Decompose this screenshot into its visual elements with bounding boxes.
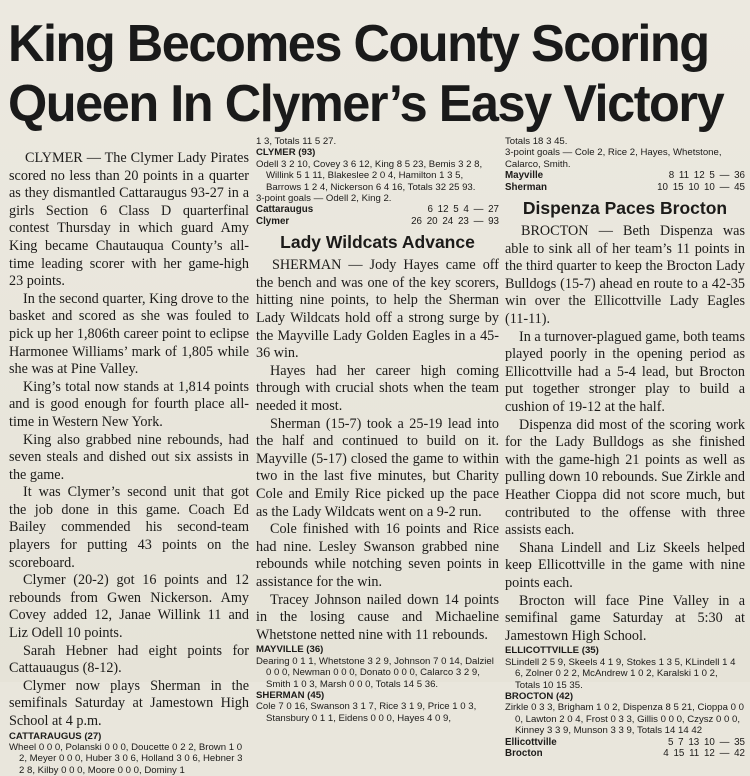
story1-paragraph-4: King also grabbed nine rebounds, had seven steals and dished out six assists in the game. [9,431,249,483]
boxscore-brocton-heading: BROCTON (42) [505,690,574,702]
boxscore-ellicottville-heading: ELLICOTTVILLE (35) [505,645,599,657]
story3-paragraph-1: BROCTON — Beth Dispenza was able to sink all of her team’s 11 points in the third quarter to keep the Brocton Lady Bulldogs (15-7) ahead en route to a 42-35 win over the Ellicottville Lady Eagles (11-11). [505,223,745,327]
story1-paragraph-7: Sarah Hebner had eight points for Cattauaugus (8-12). [9,642,249,677]
story2-paragraph-5: Tracey Johnson nailed down 14 points in the losing cause and Michaeline Whetstone netted nine with 11 rebounds. [256,591,499,643]
linescore-team: Cattaraugus [256,204,314,216]
boxscore-cattaraugus: Wheel 0 0 0, Polanski 0 0 0, Doucette 0 2 2, Brown 1 0 2, Meyer 0 0 0, Huber 3 0 6, Holland 3 0 6, Hebner 3 2 8, Kilby 0 0 0, Moore 0 0 0, Dominy 1 [9,742,243,776]
story1-paragraph-8: Clymer now plays Sherman in the semifinals Saturday at Jamestown High School at 4 p.m. [9,677,249,729]
boxscore-cattaraugus-heading: CATTARAUGUS (27) [9,730,102,742]
linescore-clymer [256,216,499,227]
headline-line-1: King Becomes County Scoring [8,15,709,73]
linescore-team: Ellicottville [505,736,557,748]
boxscore-clymer-heading: CLYMER (93) [256,147,316,159]
linescore-cattaraugus [256,204,499,215]
boxscore-mayville-heading: MAYVILLE (36) [256,644,324,656]
boxscore-sherman-cont: Totals 18 3 45. [505,136,568,147]
story3-paragraph-3: Dispenza did most of the scoring work for the Lady Bulldogs as she finished with the game-high 21 points as well as pulling down 10 rebounds. Sue Zirkle and Heather Cioppa did not score much, but contributed to the offense with three assists each. [505,416,745,539]
linescore-quarters: 10 15 10 10 — 45 [657,181,745,193]
linescore-quarters: 26 20 24 23 — 93 [411,215,499,227]
boxscore-cattaraugus-cont: 1 3, Totals 11 5 27. [256,136,337,147]
column-3 [505,136,745,759]
linescore-mayville [505,170,745,181]
story1-paragraph-6: Clymer (20-2) got 16 points and 12 rebounds from Gwen Nickerson. Amy Covey added 12, Janae Willink 11 and Liz Odell 10 points. [9,572,249,642]
story2-paragraph-4: Cole finished with 16 points and Rice had nine. Lesley Swanson grabbed nine rebounds while notching seven points in assistance for the win. [256,521,499,590]
linescore-team: Brocton [505,747,543,759]
story1-paragraph-3: King’s total now stands at 1,814 points and is good enough for fourth place all-time in Western New York. [9,378,249,430]
story3-paragraph-2: In a turnover-plagued game, both teams played poorly in the opening period as Ellicottville had a 5-4 lead, but Brocton put together stronger play to build a cushion of 19-12 at the half. [505,328,745,415]
boxscore-clymer: Odell 3 2 10, Covey 3 6 12, King 8 5 23, Bemis 3 2 8, Willink 5 1 11, Blakeslee 2 0 4, Hamilton 1 3 5, Barrows 1 2 4, Nickerson 6 4 16, Totals 32 25 93. [256,158,483,193]
linescore-team: Clymer [256,215,290,227]
linescore-quarters: 4 15 11 12 — 42 [663,747,745,759]
column-1 [9,150,249,776]
linescore-sherman [505,182,745,193]
three-point-goals-sherman: 3-point goals — Cole 2, Rice 2, Hayes, Whetstone, Calarco, Smith. [505,147,722,170]
linescore-team: Sherman [505,181,547,193]
story2-paragraph-3: Sherman (15-7) took a 25-19 lead into the half and continued to build on it. Mayville (5-17) closed the game to within two in the last five minutes, but Charity Cole and Emily Rice picked up the pace as the Lady Wildcats went on a 9-2 run. [256,415,499,520]
story1-paragraph-2: In the second quarter, King drove to the basket and scored as she was fouled to pick up her 1,806th career point to eclipse Harmonee Williams’ mark of 1,805 while she was at Pine Valley. [9,290,249,378]
boxscore-brocton: Zirkle 0 3 3, Brigham 1 0 2, Dispenza 8 5 21, Cioppa 0 0 0, Lawton 2 0 4, Frost 0 3 3, Gillis 0 0 0, Czysz 0 0 0, Kinney 3 3 9, Munson 3 3 9, Totals 14 14 42 [505,702,744,737]
linescore-quarters: 5 7 13 10 — 35 [668,736,745,748]
boxscore-ellicottville: SLindell 2 5 9, Skeels 4 1 9, Stokes 1 3 5, KLindell 1 4 6, Zolner 0 2 2, McAndrew 1 0 2, Karalski 1 0 2, Totals 10 15 35. [505,656,736,691]
story2-headline: Lady Wildcats Advance [280,232,475,253]
three-point-goals-clymer: 3-point goals — Odell 2, King 2. [256,193,392,205]
linescore-brocton [505,748,745,759]
linescore-ellicottville [505,737,745,748]
boxscore-mayville: Dearing 0 1 1, Whetstone 3 2 9, Johnson 7 0 14, Dalziel 0 0 0, Newman 0 0 0, Donato 0 0 0, Calarco 3 2 9, Smith 1 0 3, Marsh 0 0 0, Totals 14 5 36. [256,655,494,690]
story2-paragraph-1: SHERMAN — Jody Hayes came off the bench and was one of the key scorers, hitting nine points, to help the Sherman Lady Wildcats hold off a strong surge by the Mayville Lady Golden Eagles in a 45-36 win. [256,257,499,362]
story1-paragraph-1: CLYMER — The Clymer Lady Pirates scored no less than 20 points in a quarter as they dismantled Cattaraugus 93-27 in a girls Section 6 Class D quarterfinal contest Thursday in which guard Amy King became Chautauqua County’s all-time leading scorer with her game-high 23 points. [9,150,249,290]
linescore-team: Mayville [505,170,544,182]
boxscore-sherman-heading: SHERMAN (45) [256,689,325,701]
linescore-quarters: 6 12 5 4 — 27 [427,204,499,216]
linescore-quarters: 8 11 12 5 — 36 [668,170,745,182]
story3-headline: Dispenza Paces Brocton [522,198,728,219]
headline-line-2: Queen In Clymer’s Easy Victory [8,75,724,133]
story2-paragraph-2: Hayes had her career high coming through with crucial shots when the team needed it most. [256,362,499,414]
boxscore-sherman: Cole 7 0 16, Swanson 3 1 7, Rice 3 1 9, Price 1 0 3, Stansbury 0 1 1, Eidens 0 0 0, Hayes 4 0 9, [256,701,477,724]
column-2 [256,136,499,724]
story3-paragraph-5: Brocton will face Pine Valley in a semifinal game Saturday at 5:30 at Jamestown High School. [505,592,745,644]
story1-paragraph-5: It was Clymer’s second unit that got the job done in this game. Coach Ed Bailey commended his second-team players for putting 43 points on the scoreboard. [9,484,249,571]
headline [8,14,744,134]
story3-paragraph-4: Shana Lindell and Liz Skeels helped keep Ellicottville in the game with nine points each. [505,539,745,591]
